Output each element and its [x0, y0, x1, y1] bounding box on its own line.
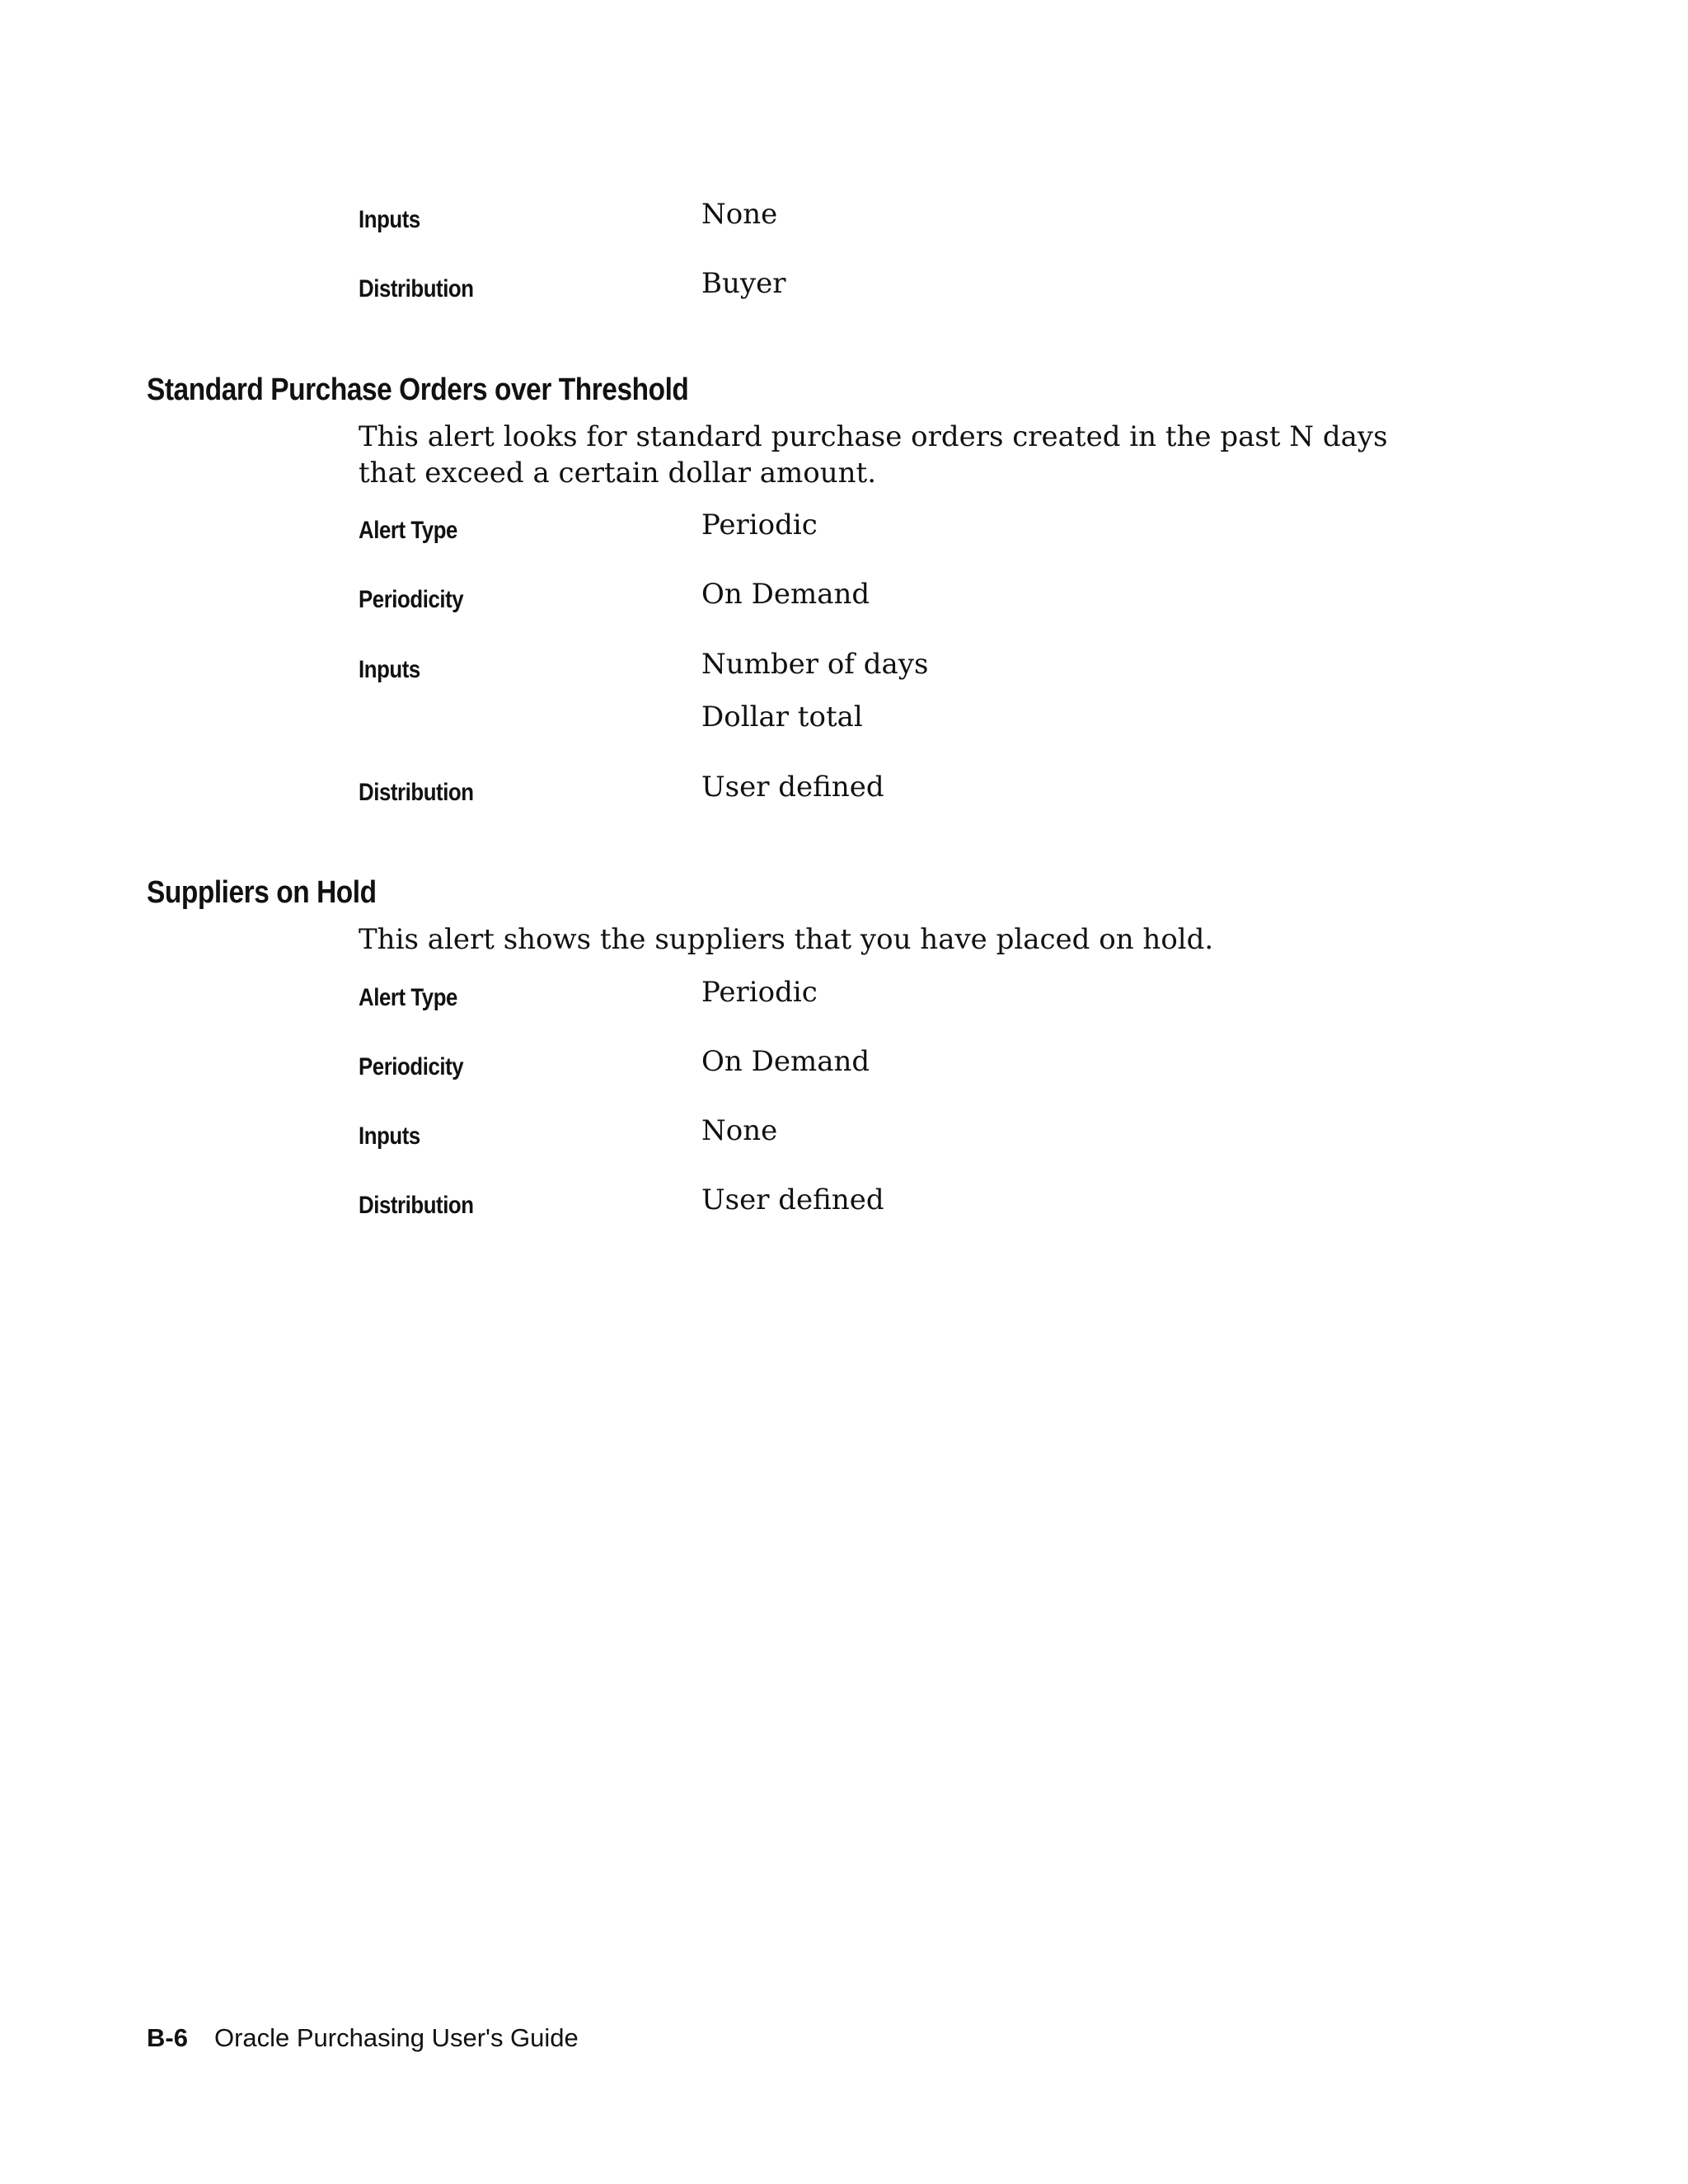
property-value: None: [701, 198, 778, 231]
property-value: On Demand: [701, 578, 870, 611]
threshold-inputs-row-2: [359, 699, 1512, 748]
property-value: Periodic: [701, 976, 818, 1009]
threshold-alert-type-row: [359, 507, 1512, 556]
property-label: Distribution: [359, 275, 474, 302]
page-footer: [147, 2023, 579, 2053]
hold-distribution-row: [359, 1182, 1512, 1231]
threshold-periodicity-row: [359, 576, 1512, 626]
threshold-distribution-row: [359, 769, 1512, 818]
property-label: Periodicity: [359, 1053, 464, 1080]
section-heading-hold: Suppliers on Hold: [147, 875, 377, 910]
property-label: Inputs: [359, 1122, 420, 1150]
property-value: Buyer: [701, 267, 786, 300]
page-number: B-6: [147, 2023, 188, 2052]
property-label: Inputs: [359, 656, 420, 683]
hold-inputs-row: [359, 1113, 1512, 1162]
property-label: Inputs: [359, 206, 420, 233]
property-label: Alert Type: [359, 984, 457, 1011]
property-label: Periodicity: [359, 586, 464, 613]
property-label: Distribution: [359, 779, 474, 806]
property-value: On Demand: [701, 1045, 870, 1078]
top-distribution-row: [359, 265, 1512, 315]
hold-periodicity-row: [359, 1043, 1512, 1093]
property-value: None: [701, 1114, 778, 1147]
property-value: Periodic: [701, 509, 818, 541]
section-description-threshold: This alert looks for standard purchase orders created in the past N days that exceed a certain dollar amount.: [359, 420, 1388, 490]
property-label: Distribution: [359, 1192, 474, 1219]
property-value: User defined: [701, 771, 884, 804]
threshold-inputs-row: [359, 646, 1512, 696]
property-value: Dollar total: [701, 701, 863, 733]
property-label: Alert Type: [359, 517, 457, 544]
book-title: Oracle Purchasing User's Guide: [213, 2023, 579, 2052]
top-inputs-row: [359, 196, 1512, 246]
property-value: Number of days: [701, 648, 929, 681]
section-description-hold: This alert shows the suppliers that you have placed on hold.: [359, 923, 1214, 956]
hold-alert-type-row: [359, 974, 1512, 1024]
section-heading-threshold: Standard Purchase Orders over Threshold: [147, 373, 689, 407]
property-value: User defined: [701, 1183, 884, 1216]
